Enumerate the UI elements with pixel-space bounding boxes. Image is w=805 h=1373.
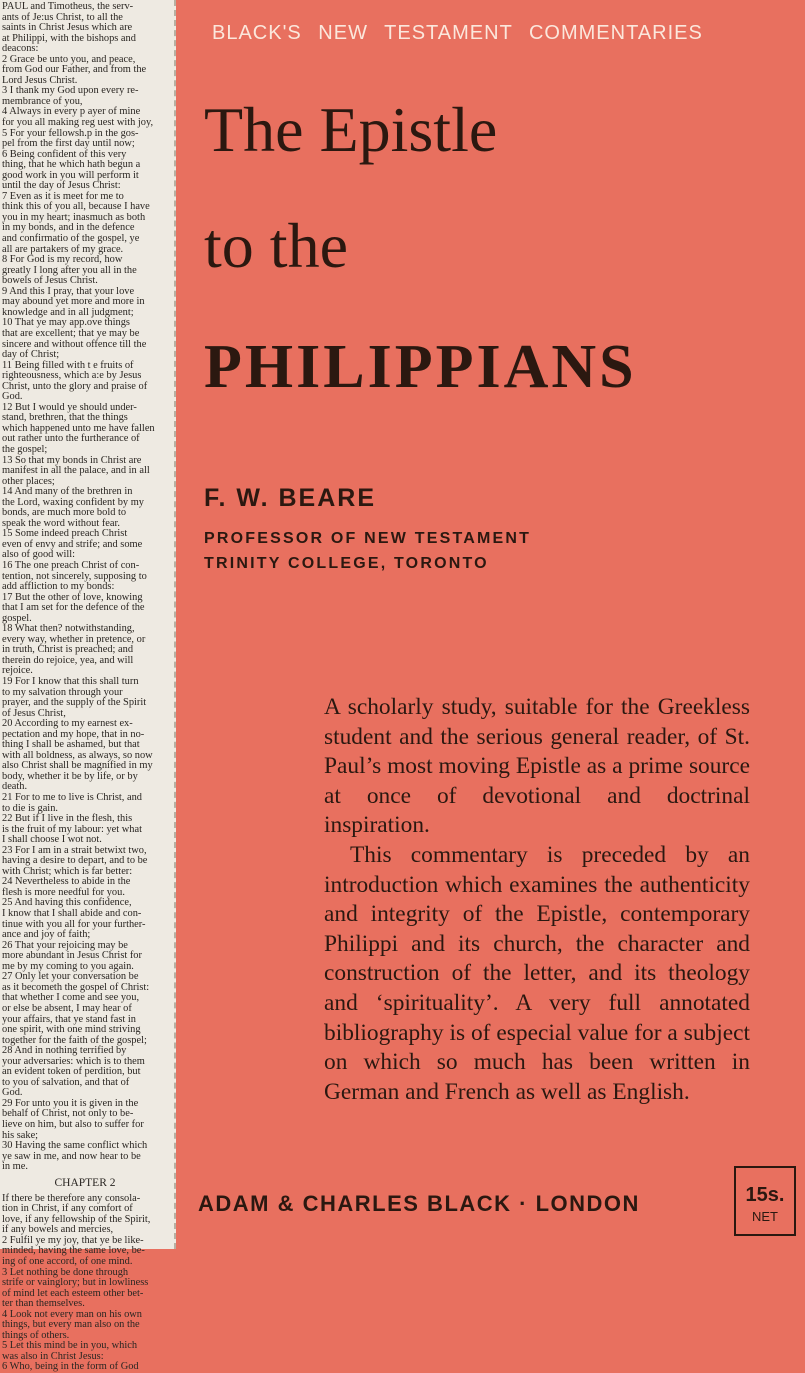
book-cover [178,0,805,1249]
scripture-line: to you of salvation, and that of [2,1076,130,1088]
scripture-line: also Christ shall be magnified in my [2,760,153,772]
scripture-line: think this of you all, because I have [2,201,150,213]
scripture-line: or else be absent, I may hear of [2,1002,132,1014]
scripture-line: ing of one accord, of one mind. [2,1255,133,1267]
scripture-line: and confirmatio of the gospel, ye [2,233,140,245]
scripture-line: stand, brethren, that the things [2,412,128,424]
scripture-line: 20 According to my earnest ex- [2,718,133,730]
scripture-line: 5 For your fellowsh.p in the gos- [2,127,139,139]
series-title: BLACK'S NEW TESTAMENT COMMENTARIES [212,22,703,44]
scripture-line: out rather unto the furtherance of [2,433,140,445]
scripture-line: things, but every man also on the [2,1319,140,1331]
scripture-line: lieve on him, but also to suffer for [2,1118,144,1130]
scripture-line: CHAPTER 2 [54,1176,116,1189]
book-title-line-2: to the [204,210,348,281]
scripture-line: for you all making reg uest with joy, [2,117,154,129]
scripture-line: thing, that he which hath begun a [2,159,141,171]
book-title-line-1: The Epistle [204,94,498,165]
scripture-line: speak the word without fear. [2,517,121,529]
scripture-line: is the fruit of my labour: yet what [2,823,142,835]
scripture-line: 3 Let nothing be done through [2,1266,129,1278]
cover-blurb [324,693,750,1107]
scripture-line: rejoice. [2,665,33,677]
scripture-line: pel from the first day until now; [2,138,135,150]
scripture-line: I know that I shall abide and con- [2,908,142,920]
scripture-line: with all boldness, as always, so now [2,749,153,761]
scripture-line: every way, whether in pretence, or [2,633,146,645]
scripture-line: God. [2,391,23,403]
scripture-line: the Lord, waxing confident by my [2,496,144,508]
scripture-line: sincere and without offence till the [2,338,147,350]
scripture-line: 3 I thank my God upon every re- [2,85,139,97]
scripture-line: 13 So that my bonds in Christ are [2,454,142,466]
scripture-line: 18 What then? notwithstanding, [2,623,135,635]
scripture-line: 16 The one preach Christ of con- [2,559,140,571]
scripture-line: righteousness, which a:e by Jesus [2,370,142,382]
scripture-line: Christ, unto the glory and praise of [2,380,148,392]
scripture-line: 2 Grace be unto you, and peace, [2,53,136,65]
scripture-line: to my salvation through your [2,686,123,698]
scripture-line: membrance of you, [2,95,83,107]
scripture-line: from God our Father, and from the [2,64,147,76]
scripture-line: death. [2,781,28,793]
scripture-line: add affliction to my bonds: [2,581,115,593]
scripture-line: 28 And in nothing terrified by [2,1045,127,1057]
scripture-line: 4 Look not every man on his own [2,1308,142,1320]
blurb-paragraph-2: This commentary is preceded by an introduction which examines the authenticity and integrity of the Epistle, contemporary Philippi and its church, the character and construction of the letter, and its theology and ‘spirituality’. A very full annotated bibliography is of especial value for a subject on which so much has been written in German and French as well as English. [324,841,750,1105]
scripture-line: in me. [2,1161,28,1173]
scripture-line: ants of Je:us Christ, to all the [2,11,123,23]
scripture-line: 22 But if I live in the flesh, this [2,813,133,825]
scripture-line: 23 For I am in a strait betwixt two, [2,844,147,856]
scripture-line: your adversaries: which is to them [2,1055,145,1067]
scripture-line: 25 And having this confidence, [2,897,132,909]
scripture-line: other places; [2,475,55,487]
scripture-line: thing I shall be ashamed, but that [2,739,140,751]
scripture-line: 17 But the other of love, knowing [2,591,143,603]
scripture-line: gospel. [2,612,32,624]
scripture-line: 6 Being confident of this very [2,148,127,160]
scripture-line: tinue with you all for your further- [2,918,146,930]
scripture-line: 19 For I know that this shall turn [2,676,139,687]
scripture-line: Lord Jesus Christ. [2,74,78,86]
scripture-line: day of Christ; [2,349,60,361]
scripture-line: flesh is more needful for you. [2,886,125,898]
scripture-line: was also in Christ Jesus: [2,1350,104,1362]
scripture-line: as it becometh the gospel of Christ: [2,981,150,993]
scripture-line: bowels of Jesus Christ. [2,275,98,287]
price-box [734,1166,796,1236]
scripture-line: 9 And this I pray, that your love [2,285,135,297]
book-title-line-3: PHILIPPIANS [204,333,637,401]
scripture-line: love, if any fellowship of the Spirit, [2,1213,151,1225]
scripture-line: ter than themselves. [2,1298,85,1310]
scripture-line: that I am set for the defence of the [2,602,145,614]
scripture-line: in my bonds, and in the defence [2,222,135,234]
scripture-line: saints in Christ Jesus which are [2,22,133,34]
scripture-line: things of others. [2,1329,70,1341]
scripture-line: If there be therefore any consola- [2,1192,141,1204]
scripture-line: body, whether it be by life, or by [2,770,138,782]
scripture-line: may abound yet more and more in [2,296,145,308]
scripture-line: 24 Nevertheless to abide in the [2,876,131,888]
scripture-line: 6 Who, being in the form of God [2,1361,139,1373]
scripture-line: deacons: [2,43,39,55]
price-label: NET [752,1209,778,1224]
scripture-line: 4 Always in every p ayer of mine [2,106,141,118]
scripture-line: 10 That ye may app.ove things [2,317,130,329]
scripture-line: pectation and my hope, that in no- [2,728,145,740]
scripture-line: ye saw in me, and now hear to be [2,1150,141,1162]
scripture-line: minded, having the same love, be- [2,1245,145,1257]
scripture-line: an evident token of perdition, but [2,1066,141,1078]
scripture-line: your affairs, that ye stand fast in [2,1013,136,1025]
scripture-line: prayer, and the supply of the Spirit [2,697,147,709]
scripture-line: which happened unto me have fallen [2,422,155,434]
blurb-paragraph-1: A scholarly study, suitable for the Greekless student and the serious general reader, of St. Paul’s most moving Epistle as a prime source at once of devotional and doctrinal inspiration. [324,694,750,839]
scripture-line: together for the faith of the gospel; [2,1034,147,1046]
price-amount: 15s. [745,1184,785,1206]
scripture-line: one spirit, with one mind striving [2,1024,141,1036]
scripture-line: greatly I long after you all in the [2,264,137,276]
scripture-line: that are excellent; that ye may be [2,327,140,339]
scripture-line: of Jesus Christ, [2,707,66,719]
scripture-line: good work in you will perform it [2,169,139,181]
scripture-line: 7 Even as it is meet for me to [2,190,124,202]
scripture-line: 30 Having the same conflict which [2,1140,148,1152]
scripture-line: 27 Only let your conversation be [2,971,139,983]
scripture-line: therein do rejoice, yea, and will [2,654,134,666]
scripture-line: all are partakers of my grace. [2,243,124,255]
scripture-line: 5 Let this mind be in you, which [2,1340,138,1352]
scripture-line: 14 And many of the brethren in [2,486,133,498]
author-affiliation-line-2: TRINITY COLLEGE, TORONTO [204,555,489,572]
scripture-line: that whether I come and see you, [2,992,140,1004]
scripture-line: knowledge and in all judgment; [2,306,134,318]
scripture-line: having a desire to depart, and to be [2,855,148,867]
scripture-line: tention, not sincerely, supposing to [2,570,147,582]
scripture-line: strife or vainglory; but in lowliness [2,1277,149,1289]
scripture-line: PAUL and Timotheus, the serv- [2,1,134,12]
scripture-line: 11 Being filled with t e fruits of [2,359,134,371]
publisher-imprint: ADAM & CHARLES BLACK · LONDON [198,1191,640,1216]
scripture-line: even of envy and strife; and some [2,538,143,550]
scripture-line: of mind let each esteem other bet- [2,1287,144,1299]
scripture-line: 12 But I would ye should under- [2,401,137,413]
scripture-line: manifest in all the palace, and in all [2,465,150,477]
scripture-line: I shall choose I wot not. [2,834,102,846]
scripture-line: the gospel; [2,443,48,455]
scripture-line: 29 For unto you it is given in the [2,1097,139,1109]
scripture-line: me by my coming to you again. [2,960,134,972]
scripture-line: you in my heart; inasmuch as both [2,211,146,223]
scripture-line: bonds, are much more bold to [2,507,127,519]
scripture-line: in truth, Christ is preached; and [2,644,134,656]
scripture-line: 21 For to me to live is Christ, and [2,792,142,804]
scripture-line: ance and joy of faith; [2,929,91,941]
scripture-line: God. [2,1087,23,1099]
scripture-line: also of good will: [2,549,76,561]
scripture-line: until the day of Jesus Christ: [2,180,121,192]
scripture-line: 8 For God is my record, how [2,254,123,266]
author-name: F. W. BEARE [204,484,377,512]
scripture-line: behalf of Christ, not only to be- [2,1108,134,1120]
scripture-line: with Christ; which is far better: [2,865,133,877]
scripture-line: more abundant in Jesus Christ for [2,950,142,962]
author-affiliation-line-1: PROFESSOR OF NEW TESTAMENT [204,530,532,547]
scripture-line: 15 Some indeed preach Christ [2,528,128,540]
scripture-line: at Philippi, with the bishops and [2,32,136,44]
scripture-line: to die is gain. [2,802,58,814]
scripture-line: his sake; [2,1129,39,1141]
scripture-line: tion in Christ, if any comfort of [2,1203,133,1215]
scripture-text-strip [0,0,176,1373]
scripture-line: 2 Fulfil ye my joy, that ye be like- [2,1234,144,1246]
scripture-line: if any bowels and mercies, [2,1224,114,1236]
scripture-line: 26 That your rejoicing may be [2,939,128,951]
